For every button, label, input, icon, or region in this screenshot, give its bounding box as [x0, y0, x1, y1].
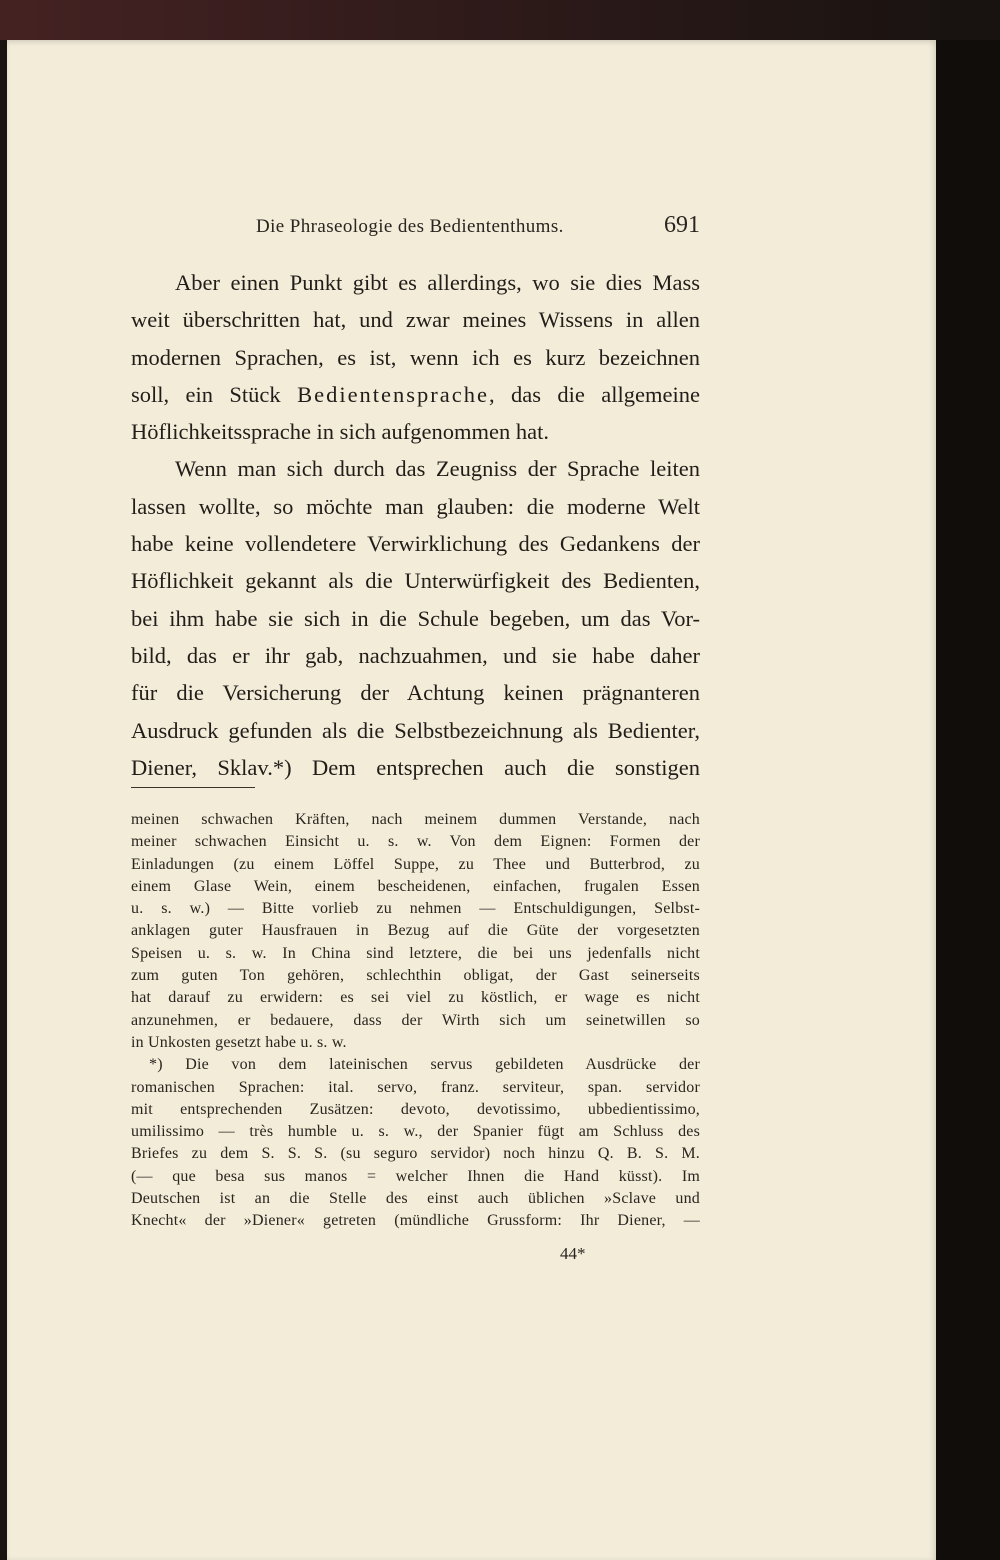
footnote-line: hat darauf zu erwidern: es sei viel zu köstlich, er wage es nicht: [131, 989, 700, 1007]
footnote-line: meinen schwachen Kräften, nach meinem dummen Verstande, nach: [131, 811, 700, 828]
text-line: weit überschritten hat, und zwar meines Wissens in allen: [131, 307, 700, 333]
footnote-line: *) Die von dem lateinischen servus gebildeten Ausdrücke der: [149, 1056, 700, 1074]
footnote-line: Briefes zu dem S. S. S. (su seguro servidor) noch hinzu Q. B. S. M.: [131, 1145, 700, 1163]
text-line: für die Versicherung der Achtung keinen prägnanteren: [131, 680, 700, 706]
text-line: Wenn man sich durch das Zeugniss der Sprache leiten: [175, 456, 700, 482]
text-line: Ausdruck gefunden als die Selbstbezeichnung als Bedienter,: [131, 717, 700, 743]
text-line: Diener, Sklav.*) Dem entsprechen auch die sonstigen: [131, 754, 700, 780]
footnote-line: Deutschen ist an die Stelle des einst auch üblichen »Sclave und: [131, 1190, 700, 1208]
text-fragment: , das die allgemeine: [489, 381, 701, 407]
text-fragment: soll, ein Stück: [131, 381, 281, 407]
footnote-line: Knecht« der »Diener« getreten (mündliche Grussform: Ihr Diener, —: [131, 1212, 700, 1230]
text-line: bild, das er ihr gab, nachzuahmen, und sie habe daher: [131, 642, 700, 668]
footnote-line: romanischen Sprachen: ital. servo, franz. serviteur, span. servidor: [131, 1078, 700, 1096]
text-line: habe keine vollendetere Verwirklichung des Gedankens der: [131, 531, 700, 557]
footnote-line: zum guten Ton gehören, schlechthin obligat, der Gast seinerseits: [131, 967, 700, 985]
footnote-line: Speisen u. s. w. In China sind letztere, die bei uns jedenfalls nicht: [131, 944, 700, 962]
footnote-line: Einladungen (zu einem Löffel Suppe, zu Thee und Butterbrod, zu: [131, 855, 700, 873]
text-line: Höflichkeitssprache in sich aufgenommen hat.: [131, 419, 549, 445]
main-text: [131, 264, 700, 786]
scan-right-margin: [936, 40, 1000, 1560]
footnote-line: mit entsprechenden Zusätzen: devoto, devotissimo, ubbedientissimo,: [131, 1100, 700, 1118]
footnote-line: anzunehmen, er bedauere, dass der Wirth sich um seinetwillen so: [131, 1011, 700, 1029]
footnote-line: in Unkosten gesetzt habe u. s. w.: [131, 1033, 347, 1051]
text-line: Höflichkeit gekannt als die Unterwürfigkeit des Bedienten,: [131, 568, 700, 594]
running-head: [250, 212, 700, 244]
emphasized-word: Bedientensprache: [297, 381, 490, 407]
text-line: bei ihm habe sie sich in die Schule begeben, um das Vor-: [131, 605, 700, 631]
footnotes: [131, 809, 700, 1233]
footnote-line: meiner schwachen Einsicht u. s. w. Von dem Eignen: Formen der: [131, 833, 700, 851]
text-line: Aber einen Punkt gibt es allerdings, wo sie dies Mass: [175, 270, 700, 295]
book-cover-edge: [0, 0, 940, 40]
page-number: 691: [664, 212, 700, 238]
text-line: modernen Sprachen, es ist, wenn ich es kurz bezeichnen: [131, 344, 700, 370]
text-line: lassen wollte, so möchte man glauben: die moderne Welt: [131, 493, 700, 519]
text-line: [131, 376, 700, 413]
footnote-rule: [131, 787, 255, 788]
footnote-line: (— que besa sus manos = welcher Ihnen die Hand küsst). Im: [131, 1167, 700, 1185]
running-title: Die Phraseologie des Bediententhums.: [256, 216, 564, 237]
signature-mark: 44*: [560, 1244, 586, 1263]
footnote-line: umilissimo — très humble u. s. w., der Spanier fügt am Schluss des: [131, 1123, 700, 1141]
footnote-line: u. s. w.) — Bitte vorlieb zu nehmen — Entschuldigungen, Selbst-: [131, 900, 700, 918]
footnote-line: einem Glase Wein, einem bescheidenen, einfachen, frugalen Essen: [131, 877, 700, 895]
footnote-line: anklagen guter Hausfrauen in Bezug auf die Güte der vorgesetzten: [131, 922, 700, 940]
